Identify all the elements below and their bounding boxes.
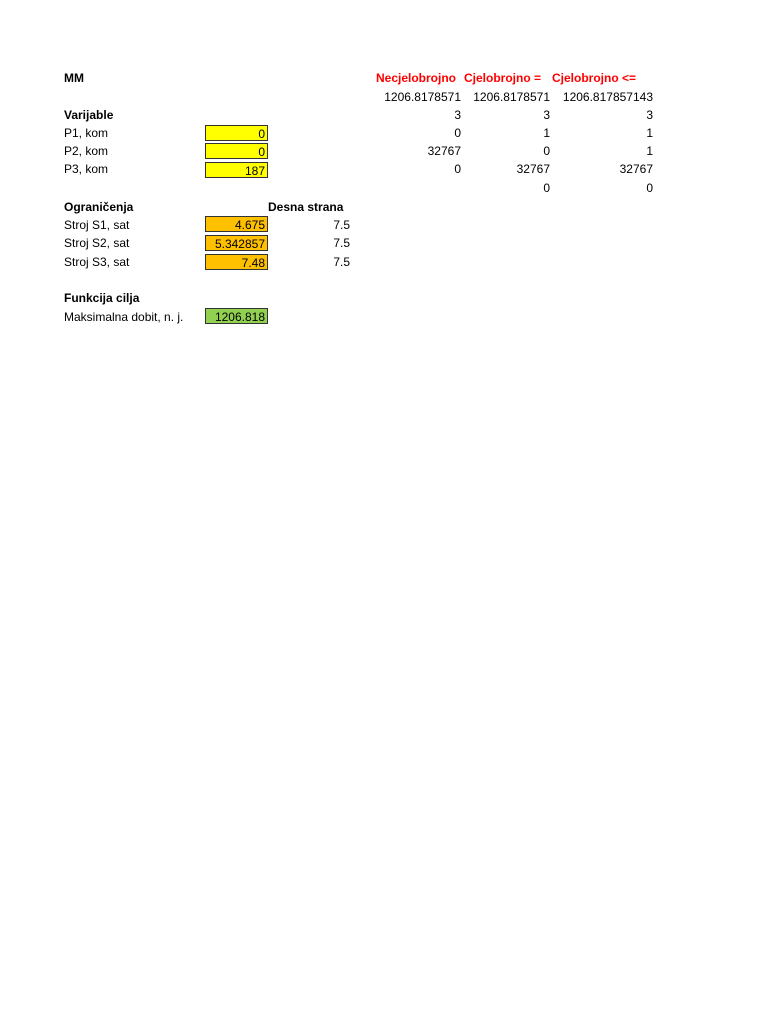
results-cell[interactable]: 32767 <box>516 162 550 176</box>
results-cell[interactable]: 1206.8178571 <box>384 90 461 104</box>
variables-heading: Varijable <box>64 108 114 122</box>
rhs-cell-s1[interactable]: 7.5 <box>333 218 350 232</box>
results-cell[interactable]: 1 <box>646 144 653 158</box>
constraint-label-s1: Stroj S1, sat <box>64 218 130 232</box>
results-cell[interactable]: 3 <box>646 108 653 122</box>
variable-label-p1: P1, kom <box>64 126 109 140</box>
results-cell[interactable]: 0 <box>454 126 461 140</box>
constraints-heading: Ograničenja <box>64 200 134 214</box>
sheet-title: MM <box>64 71 84 85</box>
results-cell[interactable]: 1 <box>543 126 550 140</box>
objective-cell[interactable]: 1206.818 <box>205 308 268 324</box>
constraint-cell-s1[interactable]: 4.675 <box>205 216 268 232</box>
results-header-cjelobrojno-eq: Cjelobrojno = <box>464 71 542 85</box>
results-cell[interactable]: 1206.817857143 <box>562 90 653 104</box>
variable-label-p2: P2, kom <box>64 144 109 158</box>
results-cell[interactable]: 0 <box>646 181 653 195</box>
constraint-label-s3: Stroj S3, sat <box>64 255 130 269</box>
rhs-cell-s3[interactable]: 7.5 <box>333 255 350 269</box>
results-cell[interactable]: 3 <box>454 108 461 122</box>
objective-heading: Funkcija cilja <box>64 291 140 305</box>
results-cell[interactable]: 1 <box>646 126 653 140</box>
results-header-cjelobrojno-le: Cjelobrojno <= <box>552 71 637 85</box>
results-cell[interactable]: 3 <box>543 108 550 122</box>
variable-cell-p1[interactable]: 0 <box>205 125 268 141</box>
results-cell[interactable]: 32767 <box>427 144 461 158</box>
constraint-label-s2: Stroj S2, sat <box>64 236 130 250</box>
constraint-cell-s3[interactable]: 7.48 <box>205 254 268 270</box>
results-cell[interactable]: 1206.8178571 <box>473 90 550 104</box>
objective-label: Maksimalna dobit, n. j. <box>64 310 184 324</box>
results-header-necjelobrojno: Necjelobrojno <box>376 71 457 85</box>
rhs-heading: Desna strana <box>268 200 344 214</box>
results-cell[interactable]: 0 <box>543 144 550 158</box>
results-cell[interactable]: 0 <box>543 181 550 195</box>
results-cell[interactable]: 0 <box>454 162 461 176</box>
results-cell[interactable]: 32767 <box>619 162 653 176</box>
variable-cell-p3[interactable]: 187 <box>205 162 268 178</box>
variable-label-p3: P3, kom <box>64 162 109 176</box>
variable-cell-p2[interactable]: 0 <box>205 143 268 159</box>
constraint-cell-s2[interactable]: 5.342857 <box>205 235 268 251</box>
rhs-cell-s2[interactable]: 7.5 <box>333 236 350 250</box>
